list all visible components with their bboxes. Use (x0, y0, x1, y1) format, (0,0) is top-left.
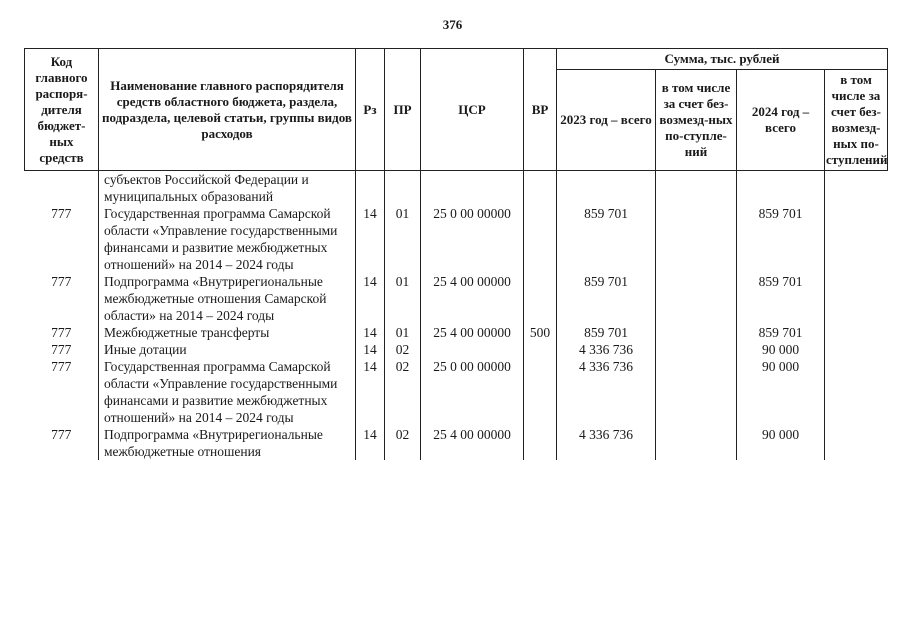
table-row (25, 171, 888, 206)
cell-rz: 14 (356, 324, 385, 341)
cell-csr: 25 4 00 00000 (421, 324, 524, 341)
cell-name: субъектов Российской Федерации и муниципальных образований (99, 171, 356, 206)
cell-pr: 01 (385, 205, 421, 273)
cell-csr: 25 0 00 00000 (421, 205, 524, 273)
cell-name: Иные дотации (99, 341, 356, 358)
cell-2023-grants (656, 358, 737, 426)
table-row (25, 273, 888, 324)
header-2024-total: 2024 год – всего (737, 70, 825, 171)
cell-code: 777 (51, 427, 72, 442)
cell-code (25, 171, 99, 206)
header-2024-grants: в том числе за счет без-возмезд-ных по-ступлений (825, 70, 888, 171)
cell-rz: 14 (356, 426, 385, 460)
cell-2023-grants (656, 273, 737, 324)
cell-2024-grants (825, 341, 888, 358)
cell-2024-total: 90 000 (737, 341, 825, 358)
cell-vr (524, 273, 557, 324)
cell-2023-grants (656, 341, 737, 358)
cell-name: Межбюджетные трансферты (99, 324, 356, 341)
cell-2024-total: 90 000 (737, 358, 825, 426)
cell-rz: 14 (356, 341, 385, 358)
cell-pr: 02 (385, 426, 421, 460)
cell-code: 777 (51, 274, 72, 289)
cell-rz: 14 (356, 358, 385, 426)
table-header (25, 49, 888, 171)
cell-pr: 01 (385, 273, 421, 324)
table-body (25, 171, 888, 461)
header-vr: ВР (524, 49, 557, 171)
cell-rz: 14 (356, 205, 385, 273)
cell-vr: 500 (524, 324, 557, 341)
cell-vr (524, 341, 557, 358)
cell-code: 777 (51, 206, 72, 221)
cell-2024-grants (825, 324, 888, 341)
header-csr: ЦСР (421, 49, 524, 171)
header-name: Наименование главного распорядителя средств областного бюджета, раздела, подраздела, целевой статьи, группы видов расходов (99, 49, 356, 171)
table-row (25, 341, 888, 358)
cell-pr (385, 171, 421, 206)
header-pr: ПР (385, 49, 421, 171)
cell-vr (524, 171, 557, 206)
cell-name: Государственная программа Самарской области «Управление государственными финансами и развитие межбюджетных отношений» на 2014 – 2024 годы (99, 358, 356, 426)
cell-name: Подпрограмма «Внутрирегиональные межбюджетные отношения Самарской области» на 2014 – 2024 годы (99, 273, 356, 324)
cell-name: Подпрограмма «Внутрирегиональные межбюджетные отношения (99, 426, 356, 460)
cell-2024-total: 859 701 (737, 205, 825, 273)
cell-code: 777 (51, 342, 72, 357)
cell-2023-total: 4 336 736 (557, 358, 656, 426)
page-number: 376 (442, 17, 463, 32)
cell-pr: 02 (385, 341, 421, 358)
cell-vr (524, 426, 557, 460)
cell-2023-grants (656, 426, 737, 460)
cell-2024-grants (825, 273, 888, 324)
cell-pr: 02 (385, 358, 421, 426)
table-row (25, 205, 888, 273)
cell-2023-total (557, 171, 656, 206)
table-row (25, 324, 888, 341)
cell-vr (524, 358, 557, 426)
cell-code: 777 (51, 359, 72, 374)
cell-csr: 25 4 00 00000 (421, 273, 524, 324)
header-sum-group: Сумма, тыс. рублей (557, 49, 888, 70)
header-rz: Рз (356, 49, 385, 171)
cell-2024-total: 859 701 (737, 324, 825, 341)
cell-2023-total: 4 336 736 (557, 341, 656, 358)
table-row (25, 426, 888, 460)
cell-2023-grants (656, 171, 737, 206)
cell-2023-grants (656, 205, 737, 273)
cell-rz: 14 (356, 273, 385, 324)
cell-2024-total: 90 000 (737, 426, 825, 460)
cell-2023-total: 859 701 (557, 273, 656, 324)
cell-2024-grants (825, 205, 888, 273)
cell-2023-total: 859 701 (557, 205, 656, 273)
cell-code: 777 (51, 325, 72, 340)
cell-csr (421, 341, 524, 358)
table-row (25, 358, 888, 426)
cell-vr (524, 205, 557, 273)
cell-csr: 25 0 00 00000 (421, 358, 524, 426)
cell-2024-grants (825, 358, 888, 426)
cell-2023-total: 4 336 736 (557, 426, 656, 460)
cell-pr: 01 (385, 324, 421, 341)
header-2023-total: 2023 год – всего (557, 70, 656, 171)
cell-2024-grants (825, 171, 888, 206)
cell-csr (421, 171, 524, 206)
cell-2024-total (737, 171, 825, 206)
cell-name: Государственная программа Самарской области «Управление государственными финансами и развитие межбюджетных отношений» на 2014 – 2024 годы (99, 205, 356, 273)
cell-2023-grants (656, 324, 737, 341)
header-2023-grants: в том числе за счет без-возмезд-ных по-ступле-ний (656, 70, 737, 171)
budget-table (24, 48, 888, 460)
cell-csr: 25 4 00 00000 (421, 426, 524, 460)
cell-2024-grants (825, 426, 888, 460)
cell-2023-total: 859 701 (557, 324, 656, 341)
header-code: Код главного распоря-дителя бюджет-ных средств (25, 49, 99, 171)
cell-2024-total: 859 701 (737, 273, 825, 324)
cell-rz (356, 171, 385, 206)
